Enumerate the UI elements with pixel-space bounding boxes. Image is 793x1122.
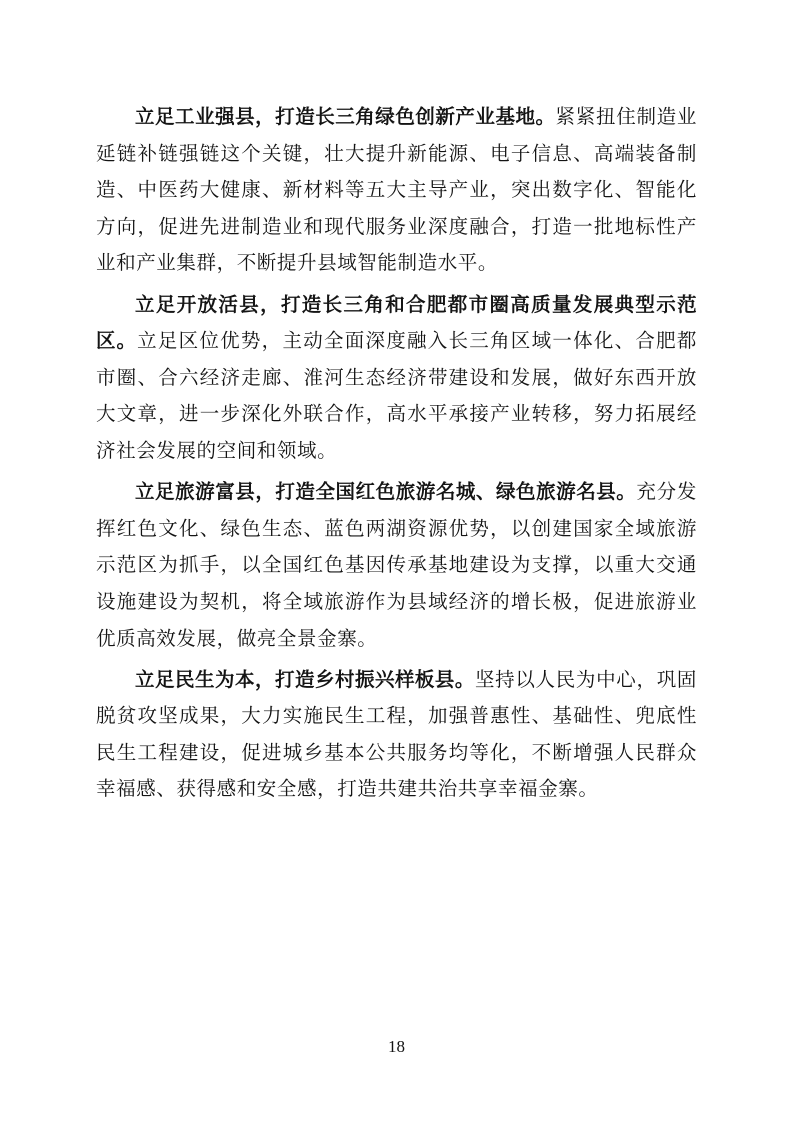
paragraph-heading: 立足旅游富县，打造全国红色旅游名城、绿色旅游名县。 [135, 480, 637, 504]
page-body [96, 99, 697, 813]
page-number: 18 [388, 1037, 405, 1056]
paragraph-text: 立足区位优势，主动全面深度融入长三角区域一体化、合肥都市圈、合六经济走廊、淮河生态经济带建设和发展，做好东西开放大文章，进一步深化外联合作，高水平承接产业转移，努力拓展经济社会发展的空间和领域。 [96, 329, 697, 462]
paragraph-industry [96, 99, 697, 282]
paragraph-heading: 立足开放活县，打造长三角和合肥都市圈高质量发展典型示范区。 [96, 292, 697, 353]
paragraph-tourism [96, 474, 697, 657]
paragraph-livelihood [96, 662, 697, 808]
paragraph-text: 充分发挥红色文化、绿色生态、蓝色两湖资源优势，以创建国家全域旅游示范区为抓手，以全国红色基因传承基地建设为支撑，以重大交通设施建设为契机，将全域旅游作为县域经济的增长极，促进旅游业优质高效发展，做亮全景金寨。 [96, 480, 697, 650]
paragraph-heading: 立足民生为本，打造乡村振兴样板县。 [135, 667, 475, 691]
paragraph-text: 坚持以人民为中心，巩固脱贫攻坚成果，大力实施民生工程，加强普惠性、基础性、兜底性民生工程建设，促进城乡基本公共服务均等化，不断增强人民群众幸福感、获得感和安全感，打造共建共治共享幸福金寨。 [96, 667, 697, 801]
paragraph-opening-up [96, 287, 697, 470]
paragraph-heading: 立足工业强县，打造长三角绿色创新产业基地。 [135, 105, 556, 128]
paragraph-text: 紧紧扭住制造业延链补链强链这个关键，壮大提升新能源、电子信息、高端装备制造、中医药大健康、新材料等五大主导产业，突出数字化、智能化方向，促进先进制造业和现代服务业深度融合，打造一批地标性产业和产业集群，不断提升县域智能制造水平。 [96, 105, 698, 275]
